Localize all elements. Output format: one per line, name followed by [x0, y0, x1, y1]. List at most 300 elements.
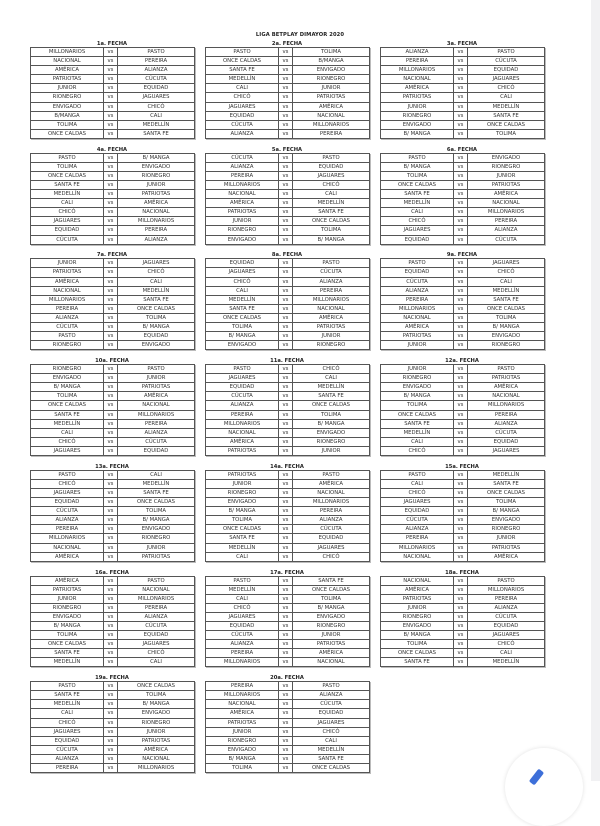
fixture-table: [380, 47, 545, 139]
vs-label: vs: [279, 585, 293, 594]
vs-label: vs: [454, 332, 468, 341]
home-team: RIONEGRO: [381, 111, 454, 120]
vs-label: vs: [104, 235, 118, 244]
fecha-block: [30, 570, 194, 668]
home-team: ONCE CALDAS: [381, 649, 454, 658]
home-team: PATRIOTAS: [31, 75, 104, 84]
home-team: ONCE CALDAS: [31, 129, 104, 138]
away-team: JUNIOR: [293, 446, 370, 455]
home-team: PEREIRA: [31, 304, 104, 313]
home-team: TOLIMA: [381, 401, 454, 410]
away-team: B/ MANGA: [293, 603, 370, 612]
away-team: RIONEGRO: [293, 75, 370, 84]
match-row: [206, 313, 370, 322]
vs-label: vs: [279, 498, 293, 507]
home-team: PEREIRA: [206, 682, 279, 691]
fecha-header: 17a. FECHA: [270, 569, 304, 576]
edit-fab-button[interactable]: [505, 748, 583, 826]
home-team: EQUIDAD: [206, 383, 279, 392]
away-team: PEREIRA: [118, 57, 195, 66]
fecha-header: 6a. FECHA: [446, 146, 478, 153]
vs-label: vs: [279, 57, 293, 66]
match-row: [206, 428, 370, 437]
away-team: B/ MANGA: [118, 700, 195, 709]
match-row: [381, 507, 545, 516]
match-row: [206, 295, 370, 304]
away-team: CÚCUTA: [293, 268, 370, 277]
away-team: EQUIDAD: [118, 446, 195, 455]
fixture-table: [380, 470, 545, 562]
match-row: [31, 658, 195, 667]
match-row: [31, 410, 195, 419]
match-row: [381, 304, 545, 313]
home-team: MILLONARIOS: [31, 534, 104, 543]
match-row: [381, 612, 545, 621]
fecha-block: [205, 570, 369, 668]
away-team: B/MANGA: [293, 57, 370, 66]
vs-label: vs: [279, 437, 293, 446]
away-team: TOLIMA: [118, 691, 195, 700]
match-row: [31, 700, 195, 709]
vs-label: vs: [104, 268, 118, 277]
match-row: [381, 446, 545, 455]
vs-label: vs: [454, 640, 468, 649]
vs-label: vs: [279, 162, 293, 171]
fecha-header: 16a. FECHA: [95, 569, 129, 576]
home-team: JAGUARES: [206, 102, 279, 111]
home-team: CALI: [381, 437, 454, 446]
vs-label: vs: [279, 576, 293, 585]
home-team: NACIONAL: [381, 576, 454, 585]
home-team: PEREIRA: [381, 534, 454, 543]
match-row: [31, 470, 195, 479]
vs-label: vs: [104, 217, 118, 226]
match-row: [31, 736, 195, 745]
vs-label: vs: [279, 66, 293, 75]
vs-label: vs: [104, 736, 118, 745]
fecha-header: 1a. FECHA: [96, 41, 128, 47]
away-team: JAGUARES: [118, 259, 195, 268]
away-team: JUNIOR: [293, 332, 370, 341]
match-row: [31, 745, 195, 754]
vs-label: vs: [454, 295, 468, 304]
fixture-table: [205, 153, 370, 245]
home-team: AMÉRICA: [206, 437, 279, 446]
home-team: TOLIMA: [31, 631, 104, 640]
home-team: CÚCUTA: [381, 277, 454, 286]
vs-label: vs: [104, 120, 118, 129]
away-team: ALIANZA: [468, 226, 545, 235]
home-team: CALI: [31, 709, 104, 718]
away-team: PASTO: [293, 259, 370, 268]
home-team: CÚCUTA: [31, 507, 104, 516]
vs-label: vs: [454, 516, 468, 525]
home-team: ONCE CALDAS: [381, 410, 454, 419]
match-row: [381, 235, 545, 244]
vs-label: vs: [104, 304, 118, 313]
home-team: SANTA FE: [381, 658, 454, 667]
match-row: [206, 612, 370, 621]
match-row: [206, 392, 370, 401]
vs-label: vs: [454, 199, 468, 208]
home-team: PEREIRA: [381, 57, 454, 66]
home-team: MEDELLÍN: [31, 419, 104, 428]
vs-label: vs: [454, 428, 468, 437]
vs-label: vs: [279, 392, 293, 401]
away-team: SANTA FE: [118, 295, 195, 304]
match-row: [31, 374, 195, 383]
away-team: NACIONAL: [118, 208, 195, 217]
home-team: AMÉRICA: [31, 66, 104, 75]
fecha-header: 19a. FECHA: [95, 675, 129, 682]
vs-label: vs: [104, 313, 118, 322]
home-team: EQUIDAD: [381, 235, 454, 244]
away-team: AMÉRICA: [468, 190, 545, 199]
match-row: [381, 313, 545, 322]
fixture-table: [380, 364, 545, 456]
match-row: [206, 576, 370, 585]
away-team: MILLONARIOS: [118, 410, 195, 419]
fecha-block: [380, 252, 544, 350]
home-team: JUNIOR: [31, 594, 104, 603]
vs-label: vs: [279, 709, 293, 718]
fixture-table: [30, 47, 195, 139]
vs-label: vs: [279, 48, 293, 57]
fixture-table: [30, 153, 195, 245]
home-team: TOLIMA: [31, 162, 104, 171]
away-team: NACIONAL: [468, 392, 545, 401]
home-team: CÚCUTA: [206, 120, 279, 129]
vs-label: vs: [454, 153, 468, 162]
match-row: [206, 658, 370, 667]
vs-label: vs: [104, 383, 118, 392]
home-team: PATRIOTAS: [381, 93, 454, 102]
home-team: JUNIOR: [31, 84, 104, 93]
away-team: EQUIDAD: [118, 84, 195, 93]
fixture-table: [380, 576, 545, 668]
match-row: [31, 612, 195, 621]
match-row: [31, 727, 195, 736]
away-team: ALIANZA: [118, 428, 195, 437]
match-row: [31, 585, 195, 594]
vs-label: vs: [104, 576, 118, 585]
match-row: [31, 75, 195, 84]
vs-label: vs: [454, 446, 468, 455]
match-row: [206, 208, 370, 217]
home-team: RIONEGRO: [381, 612, 454, 621]
match-row: [206, 691, 370, 700]
match-row: [206, 470, 370, 479]
vs-label: vs: [454, 235, 468, 244]
away-team: JUNIOR: [293, 84, 370, 93]
vs-label: vs: [104, 332, 118, 341]
match-row: [31, 552, 195, 561]
vs-label: vs: [104, 199, 118, 208]
fixture-table: [205, 470, 370, 562]
away-team: MEDELLÍN: [293, 199, 370, 208]
away-team: SANTA FE: [118, 129, 195, 138]
away-team: PATRIOTAS: [468, 180, 545, 189]
home-team: PASTO: [381, 470, 454, 479]
away-team: MEDELLÍN: [293, 745, 370, 754]
match-row: [381, 525, 545, 534]
match-row: [381, 603, 545, 612]
home-team: ENVIGADO: [31, 102, 104, 111]
match-row: [381, 401, 545, 410]
home-team: CALI: [31, 199, 104, 208]
fecha-header: 10a. FECHA: [95, 358, 129, 365]
vs-label: vs: [454, 102, 468, 111]
away-team: CALI: [293, 190, 370, 199]
match-row: [381, 102, 545, 111]
fixture-table: [30, 681, 195, 773]
away-team: SANTA FE: [468, 479, 545, 488]
home-team: B/ MANGA: [31, 621, 104, 630]
fixture-table: [30, 364, 195, 456]
home-team: EQUIDAD: [381, 268, 454, 277]
fecha-block: [380, 41, 544, 139]
vs-label: vs: [279, 171, 293, 180]
home-team: PASTO: [31, 153, 104, 162]
home-team: JUNIOR: [206, 479, 279, 488]
vs-label: vs: [104, 428, 118, 437]
match-row: [31, 295, 195, 304]
vs-label: vs: [279, 75, 293, 84]
vs-label: vs: [454, 603, 468, 612]
match-row: [381, 120, 545, 129]
home-team: ALIANZA: [31, 516, 104, 525]
vs-label: vs: [279, 543, 293, 552]
home-team: CÚCUTA: [31, 323, 104, 332]
home-team: ALIANZA: [206, 401, 279, 410]
home-team: MILLONARIOS: [381, 66, 454, 75]
fecha-header: 15a. FECHA: [445, 463, 479, 470]
home-team: CÚCUTA: [206, 392, 279, 401]
home-team: NACIONAL: [31, 543, 104, 552]
match-row: [206, 217, 370, 226]
home-team: SANTA FE: [206, 66, 279, 75]
match-row: [206, 171, 370, 180]
home-team: ALIANZA: [206, 162, 279, 171]
fecha-header: 2a. FECHA: [271, 41, 303, 47]
away-team: ENVIGADO: [468, 153, 545, 162]
away-team: MILLONARIOS: [468, 208, 545, 217]
home-team: RIONEGRO: [206, 488, 279, 497]
home-team: MEDELLÍN: [31, 658, 104, 667]
away-team: AMÉRICA: [468, 552, 545, 561]
home-team: B/ MANGA: [206, 754, 279, 763]
match-row: [206, 736, 370, 745]
vs-label: vs: [104, 543, 118, 552]
away-team: PEREIRA: [293, 286, 370, 295]
away-team: JUNIOR: [468, 534, 545, 543]
home-team: ENVIGADO: [206, 235, 279, 244]
home-team: B/ MANGA: [31, 383, 104, 392]
away-team: EQUIDAD: [468, 66, 545, 75]
home-team: PATRIOTAS: [31, 585, 104, 594]
match-row: [381, 199, 545, 208]
vs-label: vs: [104, 437, 118, 446]
vs-label: vs: [454, 392, 468, 401]
vs-label: vs: [279, 199, 293, 208]
vs-label: vs: [104, 631, 118, 640]
away-team: TOLIMA: [468, 129, 545, 138]
home-team: JAGUARES: [206, 268, 279, 277]
match-row: [31, 507, 195, 516]
fecha-header: 4a. FECHA: [96, 146, 128, 153]
match-row: [381, 640, 545, 649]
match-row: [31, 498, 195, 507]
vs-label: vs: [454, 552, 468, 561]
home-team: AMÉRICA: [31, 576, 104, 585]
home-team: ALIANZA: [206, 129, 279, 138]
vs-label: vs: [279, 323, 293, 332]
away-team: PEREIRA: [293, 507, 370, 516]
away-team: JAGUARES: [468, 259, 545, 268]
home-team: CHICÓ: [206, 603, 279, 612]
fecha-block: [380, 358, 544, 456]
vs-label: vs: [104, 525, 118, 534]
fecha-block: [30, 675, 194, 773]
vs-label: vs: [104, 392, 118, 401]
vs-label: vs: [104, 603, 118, 612]
vs-label: vs: [104, 93, 118, 102]
away-team: PASTO: [468, 48, 545, 57]
fixture-table: [380, 153, 545, 245]
vs-label: vs: [104, 374, 118, 383]
away-team: ALIANZA: [118, 235, 195, 244]
home-team: PATRIOTAS: [31, 268, 104, 277]
vs-label: vs: [454, 507, 468, 516]
home-team: ALIANZA: [381, 48, 454, 57]
match-row: [206, 543, 370, 552]
home-team: MILLONARIOS: [381, 543, 454, 552]
away-team: PEREIRA: [468, 594, 545, 603]
fixture-table: [205, 47, 370, 139]
match-row: [381, 153, 545, 162]
match-row: [206, 162, 370, 171]
match-row: [31, 691, 195, 700]
away-team: AMÉRICA: [293, 649, 370, 658]
away-team: ENVIGADO: [118, 162, 195, 171]
home-team: EQUIDAD: [206, 259, 279, 268]
home-team: TOLIMA: [31, 120, 104, 129]
vs-label: vs: [279, 383, 293, 392]
away-team: JAGUARES: [118, 640, 195, 649]
match-row: [206, 709, 370, 718]
home-team: AMÉRICA: [31, 552, 104, 561]
vs-label: vs: [104, 470, 118, 479]
match-row: [381, 631, 545, 640]
home-team: MEDELLÍN: [206, 75, 279, 84]
match-row: [31, 383, 195, 392]
vs-label: vs: [104, 612, 118, 621]
home-team: ONCE CALDAS: [31, 401, 104, 410]
vs-label: vs: [454, 48, 468, 57]
home-team: ALIANZA: [381, 286, 454, 295]
vs-label: vs: [104, 700, 118, 709]
vs-label: vs: [104, 48, 118, 57]
away-team: MILLONARIOS: [293, 498, 370, 507]
vs-label: vs: [279, 612, 293, 621]
match-row: [381, 479, 545, 488]
away-team: PASTO: [468, 365, 545, 374]
away-team: ALIANZA: [468, 419, 545, 428]
match-row: [31, 332, 195, 341]
home-team: ALIANZA: [31, 313, 104, 322]
match-row: [31, 84, 195, 93]
home-team: JUNIOR: [381, 102, 454, 111]
vs-label: vs: [104, 208, 118, 217]
vs-label: vs: [454, 631, 468, 640]
vs-label: vs: [104, 153, 118, 162]
away-team: TOLIMA: [293, 48, 370, 57]
away-team: ALIANZA: [293, 691, 370, 700]
vs-label: vs: [279, 341, 293, 350]
fecha-header: 9a. FECHA: [446, 252, 478, 259]
home-team: PASTO: [206, 48, 279, 57]
vs-label: vs: [104, 488, 118, 497]
home-team: RIONEGRO: [206, 736, 279, 745]
match-row: [31, 401, 195, 410]
home-team: CÚCUTA: [206, 631, 279, 640]
match-row: [31, 323, 195, 332]
away-team: ENVIGADO: [468, 332, 545, 341]
vs-label: vs: [279, 410, 293, 419]
home-team: B/ MANGA: [381, 631, 454, 640]
home-team: JAGUARES: [381, 226, 454, 235]
home-team: PEREIRA: [206, 410, 279, 419]
away-team: RIONEGRO: [468, 525, 545, 534]
fecha-block: [205, 41, 369, 139]
away-team: MILLONARIOS: [118, 594, 195, 603]
match-row: [206, 585, 370, 594]
home-team: ENVIGADO: [206, 341, 279, 350]
home-team: MILLONARIOS: [381, 304, 454, 313]
match-row: [206, 304, 370, 313]
away-team: RIONEGRO: [118, 534, 195, 543]
home-team: CALI: [206, 286, 279, 295]
away-team: SANTA FE: [293, 754, 370, 763]
away-team: JAGUARES: [293, 171, 370, 180]
away-team: PASTO: [293, 682, 370, 691]
away-team: TOLIMA: [293, 594, 370, 603]
vs-label: vs: [454, 419, 468, 428]
fixture-table: [205, 364, 370, 456]
match-row: [206, 603, 370, 612]
vs-label: vs: [279, 682, 293, 691]
match-row: [381, 534, 545, 543]
away-team: PEREIRA: [118, 419, 195, 428]
away-team: MILLONARIOS: [118, 764, 195, 773]
match-row: [206, 199, 370, 208]
home-team: SANTA FE: [31, 691, 104, 700]
home-team: CÚCUTA: [31, 745, 104, 754]
home-team: PEREIRA: [206, 649, 279, 658]
match-row: [381, 488, 545, 497]
vs-label: vs: [454, 129, 468, 138]
away-team: MILLONARIOS: [118, 217, 195, 226]
home-team: PASTO: [206, 365, 279, 374]
match-row: [381, 217, 545, 226]
away-team: JAGUARES: [468, 446, 545, 455]
match-row: [31, 120, 195, 129]
match-row: [31, 199, 195, 208]
home-team: PASTO: [206, 576, 279, 585]
away-team: JUNIOR: [293, 631, 370, 640]
vs-label: vs: [454, 585, 468, 594]
match-row: [206, 84, 370, 93]
